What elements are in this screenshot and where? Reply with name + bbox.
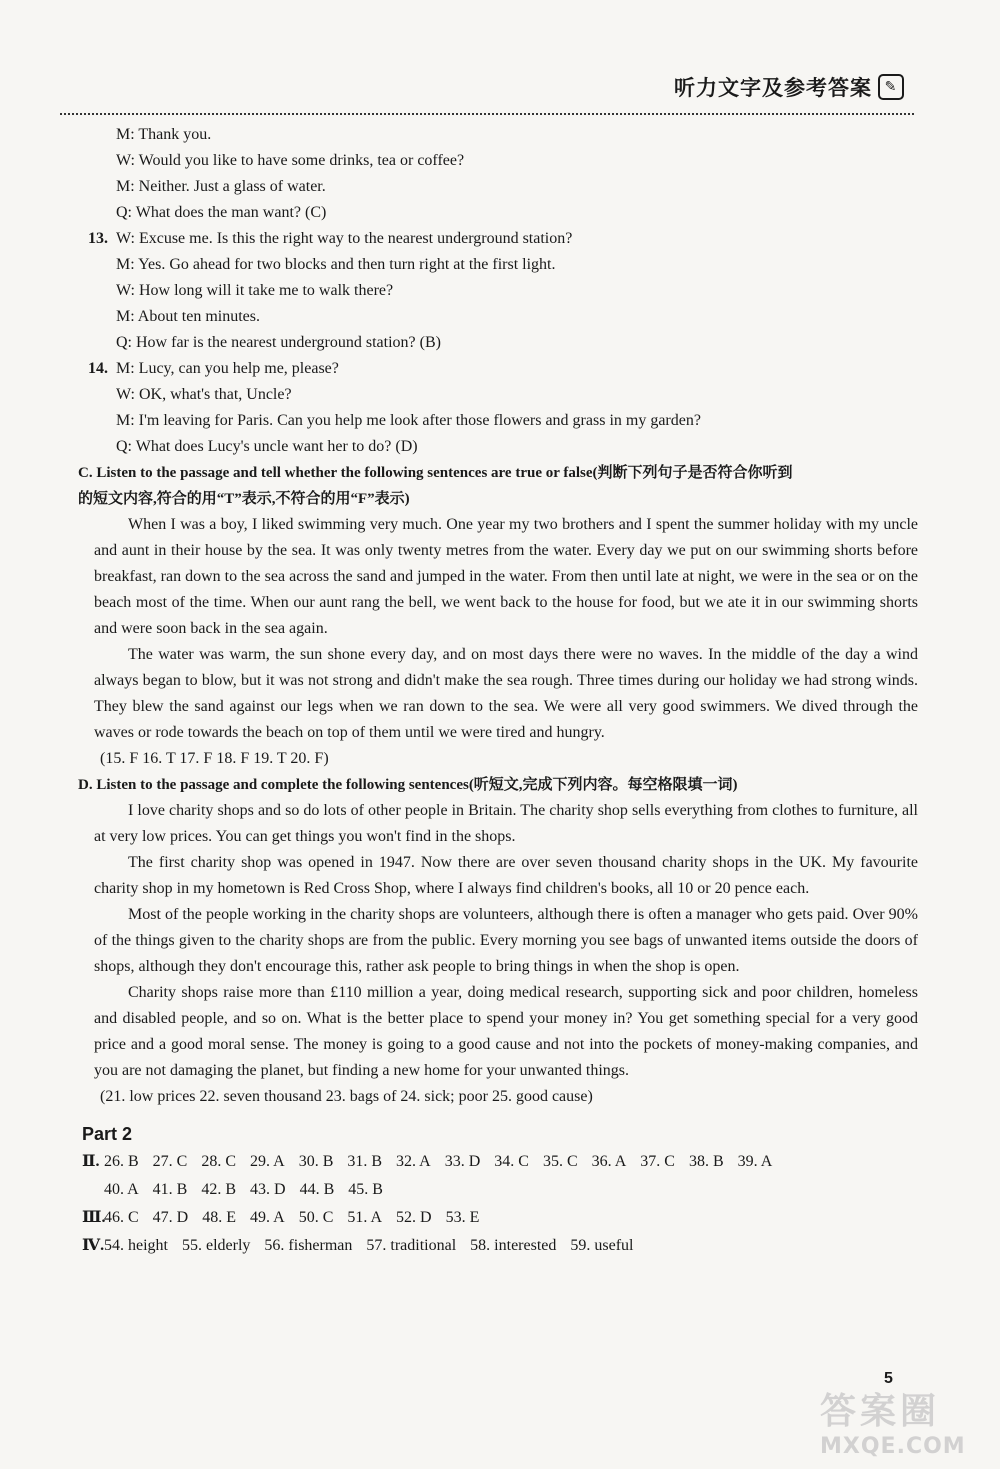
question-number: 13.	[88, 230, 108, 247]
answer-item: 38. B	[688, 1153, 724, 1170]
answer-item: 41. B	[152, 1181, 188, 1198]
section-c-title: C. Listen to the passage and tell whether the following sentences are true or false(判断下列句子是否符合你听到	[78, 465, 793, 481]
dialog-line: M: About ten minutes.	[116, 308, 260, 325]
section-d	[78, 772, 918, 1110]
paragraph: When I was a boy, I liked swimming very much. One year my two brothers and I spent the summer holiday with my uncle and aunt in their house by the sea. It was only twenty metres from the water. Every day we put on our swimming shorts before breakfast, ran down to the sea across the sand and jumped in the water. From then until late at night, we were in the sea or on the beach most of the time. When our aunt rang the bell, we went back to the house for food, but we ate it in our swimming shorts and were soon back in the sea again.	[94, 516, 918, 637]
roman-numeral: Ⅳ.	[82, 1237, 105, 1254]
page-header	[674, 72, 904, 102]
watermark-url: MXQE.COM	[820, 1434, 966, 1459]
answer-item: 59. useful	[570, 1237, 634, 1254]
answer-item: 35. C	[542, 1153, 578, 1170]
section-c-title-cont: 的短文内容,符合的用“T”表示,不符合的用“F”表示)	[78, 491, 410, 507]
answer-item: 46. C	[104, 1209, 139, 1226]
dialog-line: M: Lucy, can you help me, please?	[116, 360, 339, 377]
answer-row	[82, 1232, 918, 1260]
answer-item: 32. A	[396, 1153, 431, 1170]
answer-item: 55. elderly	[182, 1237, 251, 1254]
section-d-answers: (21. low prices 22. seven thousand 23. bags of 24. sick; poor 25. good cause)	[100, 1088, 593, 1105]
answer-item: 54. height	[104, 1237, 168, 1254]
dialog-line: W: OK, what's that, Uncle?	[116, 386, 292, 403]
answer-item: 58. interested	[470, 1237, 557, 1254]
answer-row	[82, 1176, 918, 1204]
header-title: 听力文字及参考答案	[674, 76, 872, 100]
answer-row	[82, 1148, 918, 1176]
paragraph: I love charity shops and so do lots of other people in Britain. The charity shop sells everything from clothes to furniture, all at very low prices. You can get things you won't find in the shops.	[94, 802, 918, 845]
answer-item: 42. B	[201, 1181, 237, 1198]
dialog-line: W: Excuse me. Is this the right way to the nearest underground station?	[116, 230, 573, 247]
answer-item: 26. B	[104, 1153, 139, 1170]
dialog-line: M: I'm leaving for Paris. Can you help me look after those flowers and grass in my garden?	[116, 412, 701, 429]
answer-item: 45. B	[348, 1181, 383, 1198]
dialog-line: M: Neither. Just a glass of water.	[116, 178, 326, 195]
answer-item: 53. E	[445, 1209, 480, 1226]
dialog-line: Q: What does the man want? (C)	[116, 204, 327, 221]
watermark-text: 答案圈	[820, 1391, 941, 1432]
dialog-line: M: Thank you.	[116, 126, 212, 143]
answer-item: 37. C	[640, 1153, 675, 1170]
question-13	[88, 226, 918, 356]
paragraph: Most of the people working in the charity shops are volunteers, although there is often a manager who gets paid. Over 90% of the things given to the charity shops are from the public. Every morning you see bags of unwanted items outside the doors of shops, although they don't encourage this, rather ask people to bring things in when the shop is open.	[94, 906, 918, 975]
dialog-line: M: Yes. Go ahead for two blocks and then turn right at the first light.	[116, 256, 556, 273]
answer-item: 47. D	[152, 1209, 189, 1226]
section-d-title: D. Listen to the passage and complete the following sentences(听短文,完成下列内容。每空格限填一词)	[78, 777, 738, 793]
answer-item: 52. D	[396, 1209, 432, 1226]
section-d-passage	[94, 798, 918, 1084]
pen-icon: ✎	[878, 74, 904, 100]
part2-title: Part 2	[82, 1124, 133, 1144]
answer-item: 51. A	[347, 1209, 383, 1226]
section-c-passage	[94, 512, 918, 746]
answer-item: 33. D	[444, 1153, 481, 1170]
dialog-line: Q: What does Lucy's uncle want her to do? (D)	[116, 438, 418, 455]
section-c-answers: (15. F 16. T 17. F 18. F 19. T 20. F)	[100, 750, 329, 767]
paragraph: The first charity shop was opened in 1947. Now there are over seven thousand charity shops in the UK. My favourite charity shop in my hometown is Red Cross Shop, where I always find children's books, all 10 or 20 pence each.	[94, 854, 918, 897]
answer-item: 27. C	[152, 1153, 188, 1170]
answer-item: 36. A	[591, 1153, 627, 1170]
answer-item: 50. C	[298, 1209, 334, 1226]
answer-item: 44. B	[299, 1181, 335, 1198]
question-14	[88, 356, 918, 460]
part2-answers	[82, 1148, 918, 1260]
answer-item: 34. C	[494, 1153, 529, 1170]
answer-item: 29. A	[250, 1153, 285, 1170]
answer-item: 30. B	[298, 1153, 334, 1170]
answer-row	[82, 1204, 918, 1232]
dotted-divider	[60, 113, 914, 115]
question-number: 14.	[88, 360, 108, 377]
section-c	[78, 460, 918, 772]
answer-item: 57. traditional	[366, 1237, 457, 1254]
watermark-logo	[820, 1390, 990, 1465]
paragraph: The water was warm, the sun shone every day, and on most days there were no waves. In the middle of the day a wind always began to blow, but it was not strong and didn't make the sea rough. Three times during our holiday we had strong winds. They blew the sand against our legs when we ran down to the sea. We were all very good swimmers. We dived through the waves or rode towards the beach on top of them until we were tired and hungry.	[94, 646, 918, 741]
roman-numeral: Ⅲ.	[82, 1209, 106, 1226]
answer-item: 31. B	[347, 1153, 383, 1170]
answer-item: 43. D	[250, 1181, 286, 1198]
answer-item: 40. A	[104, 1181, 139, 1198]
dialog-line: W: How long will it take me to walk there?	[116, 282, 394, 299]
answer-item: 28. C	[201, 1153, 237, 1170]
roman-numeral: Ⅱ.	[82, 1153, 100, 1170]
dialog-line: Q: How far is the nearest underground station? (B)	[116, 334, 441, 351]
answer-item: 48. E	[202, 1209, 237, 1226]
dialog-top	[88, 122, 918, 226]
page-number: 5	[884, 1370, 893, 1387]
answer-item: 56. fisherman	[264, 1237, 353, 1254]
page-content	[78, 122, 918, 1260]
dialog-line: W: Would you like to have some drinks, tea or coffee?	[116, 152, 465, 169]
answer-item: 49. A	[250, 1209, 285, 1226]
paragraph: Charity shops raise more than £110 million a year, doing medical research, supporting sick and poor children, homeless and disabled people, and so on. What is the better place to spend your money in? You get something special for a very good price and a good moral sense. The money is going to a good cause and not into the pockets of money-making companies, and you are not damaging the planet, but finding a new home for your unwanted things.	[94, 984, 918, 1079]
answer-item: 39. A	[737, 1153, 773, 1170]
